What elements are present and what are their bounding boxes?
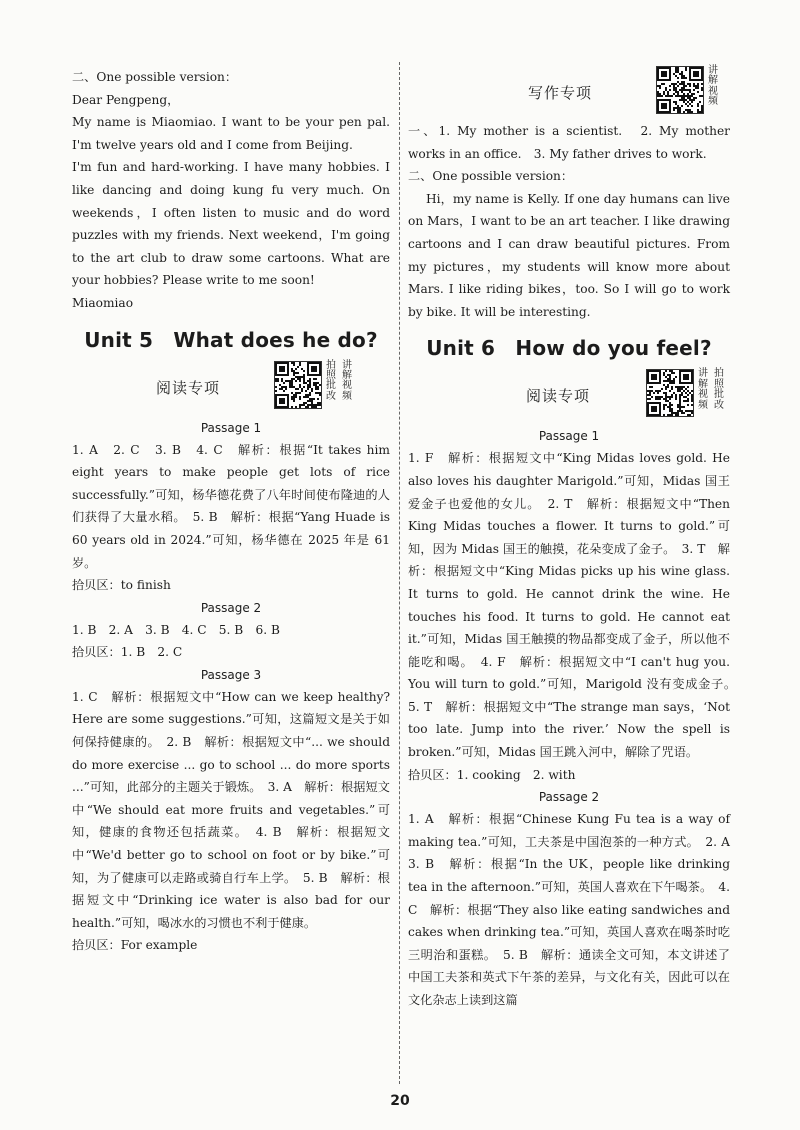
letter-signature: Miaomiao — [72, 295, 134, 310]
passage-3-answers: 1. C 解析：根据短文中“How can we keep healthy? Here are some suggestions.”可知，这篇短文是关于如何保持健康的。 2. B 解析：根据短文中“... we should do more exercise ... go to school ... do more sports ...”可知，此部分的主题关于锻炼。 3. A 解析：根据短文中“We should eat more fruits and vegetables.”可知，健康的食物还包括蔬菜。 4. B 解析：根据短文中“We'd better go to school on foot or by bike.”可知，为了健康可以走路或骑自行车上学。 5. B 解析：根据短文中“Drinking ice water is also bad for our health.”可知，喝冰水的习惯也不利于健康。 — [72, 689, 390, 930]
reading-section-header — [72, 361, 390, 417]
qr-label-char: 视 — [698, 389, 708, 401]
qr-code-icon[interactable] — [646, 369, 694, 417]
writing-part-2-text: Hi，my name is Kelly. If one day humans can live on Mars，I want to be an art teacher. I like drawing cartoons and I can draw beautiful pictures. From my pictures，my students will know more about Mars. I like riding bikes，too. So I will go to work by bike. It will be interesting. — [408, 191, 730, 319]
passage-3-title: Passage 3 — [200, 667, 262, 682]
qr-label-char: 拍 — [326, 359, 336, 371]
writing-heading: 二、One possible version： — [72, 70, 238, 84]
qr-code-icon[interactable] — [274, 361, 322, 409]
qr-label-video — [696, 369, 710, 411]
writing-part-2-heading: 二、One possible version： — [408, 169, 574, 184]
unit-5-title: Unit 5 What does he do? — [84, 327, 378, 352]
qr-label-grading — [324, 361, 338, 403]
qr-label-char: 讲 — [342, 359, 352, 371]
writing-part-1: 一、1. My mother is a scientist. 2. My mother works in an office. 3. My father drives to work. — [408, 124, 730, 161]
column-divider — [399, 62, 400, 1084]
reading-section-header — [408, 369, 730, 425]
qr-label-char: 改 — [326, 390, 336, 402]
letter-paragraph-2: I'm fun and hard-working. I have many hobbies. I like dancing and doing kung fu very much. On weekends，I often listen to music and do word puzzles with my friends. Next weekend，I'm going to the art club to draw some cartoons. What are your hobbies? Please write to me soon! — [72, 160, 390, 288]
passage-2-title: Passage 2 — [538, 790, 600, 805]
passage-3-shell: 拾贝区：For example — [72, 938, 198, 953]
qr-label-char: 视 — [708, 85, 718, 97]
qr-label-char: 频 — [342, 390, 352, 402]
qr-label-char: 解 — [708, 75, 718, 87]
page-number: 20 — [390, 1093, 410, 1109]
passage-2-answers: 1. B 2. A 3. B 4. C 5. B 6. B — [72, 622, 280, 637]
left-column — [72, 66, 390, 957]
qr-label-video — [340, 361, 354, 403]
qr-label-char: 改 — [714, 399, 724, 411]
qr-code-icon[interactable] — [656, 66, 704, 114]
qr-label-char: 讲 — [708, 65, 718, 76]
qr-label-char: 批 — [326, 380, 336, 392]
qr-label-char: 视 — [342, 380, 352, 392]
qr-label-char: 拍 — [714, 368, 724, 380]
qr-label-video — [706, 66, 720, 108]
qr-label-char: 照 — [714, 378, 724, 390]
right-column — [408, 62, 743, 1012]
passage-1-title: Passage 1 — [538, 429, 600, 444]
unit-6-title: Unit 6 How do you feel? — [426, 336, 712, 361]
section-title: 阅读专项 — [156, 378, 221, 397]
qr-label-char: 频 — [708, 96, 718, 108]
qr-label-char: 解 — [342, 369, 352, 381]
qr-label-char: 频 — [698, 399, 708, 411]
letter-greeting: Dear Pengpeng， — [72, 92, 180, 107]
writing-section-header — [408, 62, 730, 120]
letter-paragraph-1: My name is Miaomiao. I want to be your pen pal. I'm twelve years old and I come from Beijing. — [72, 115, 390, 152]
passage-1-shell: 拾贝区：to finish — [72, 578, 171, 593]
qr-label-char: 解 — [698, 378, 708, 390]
passage-2-answers: 1. A 解析：根据“Chinese Kung Fu tea is a way of making tea.”可知，工夫茶是中国泡茶的一种方式。 2. A 3. B 解析：根据“In the UK，people like drinking tea in the afternoon.”可知，英国人喜欢在下午喝茶。 4. C 解析：根据“They also like eating sandwiches and cakes when drinking tea.”可知，英国人喜欢在喝茶时吃三明治和蛋糕。 5. B 解析：通读全文可知，本文讲述了中国工夫茶和英式下午茶的差异，与文化有关，因此可以在文化杂志上读到这篇 — [408, 812, 743, 1007]
passage-1-answers: 1. F 解析：根据短文中“King Midas loves gold. He also loves his daughter Marigold.”可知，Midas 国王爱金子也爱他的女儿。 2. T 解析：根据短文中“Then King Midas touches a flower. It turns to gold.”可知，因为 Midas 国王的触摸，花朵变成了金子。 3. T 解析：根据短文中“King Midas picks up his wine glass. It turns to gold. He cannot drink the wine. He touches his food. It turns to gold. He cannot eat it.”可知，Midas 国王触摸的物品都变成了金子，所以他不能吃和喝。 4. F 解析：根据短文中“I can't hug you. You will turn to gold.”可知，Marigold 没有变成金子。 5. T 解析：根据短文中“The strange man says，‘Not too late. Jump into the river.’ Now the spell is broken.”可知，Midas 国王跳入河中，解除了咒语。 — [408, 451, 743, 760]
passage-2-shell: 拾贝区：1. B 2. C — [72, 645, 183, 660]
qr-label-char: 照 — [326, 369, 336, 381]
passage-2-title: Passage 2 — [200, 600, 262, 615]
passage-1-title: Passage 1 — [200, 420, 262, 435]
qr-label-char: 讲 — [698, 368, 708, 380]
qr-label-grading — [712, 369, 726, 411]
passage-1-shell: 拾贝区：1. cooking 2. with — [408, 767, 576, 782]
writing-title: 写作专项 — [528, 84, 593, 102]
passage-1-answers: 1. A 2. C 3. B 4. C 解析：根据“It takes him eight years to make people get lots of rice successfully.”可知，杨华德花费了八年时间使布隆迪的人们获得了大量水稻。 5. B 解析：根据“Yang Huade is 60 years old in 2024.”可知，杨华德在 2025 年是 61 岁。 — [72, 442, 390, 570]
section-title: 阅读专项 — [526, 387, 591, 406]
qr-label-char: 批 — [714, 389, 724, 401]
